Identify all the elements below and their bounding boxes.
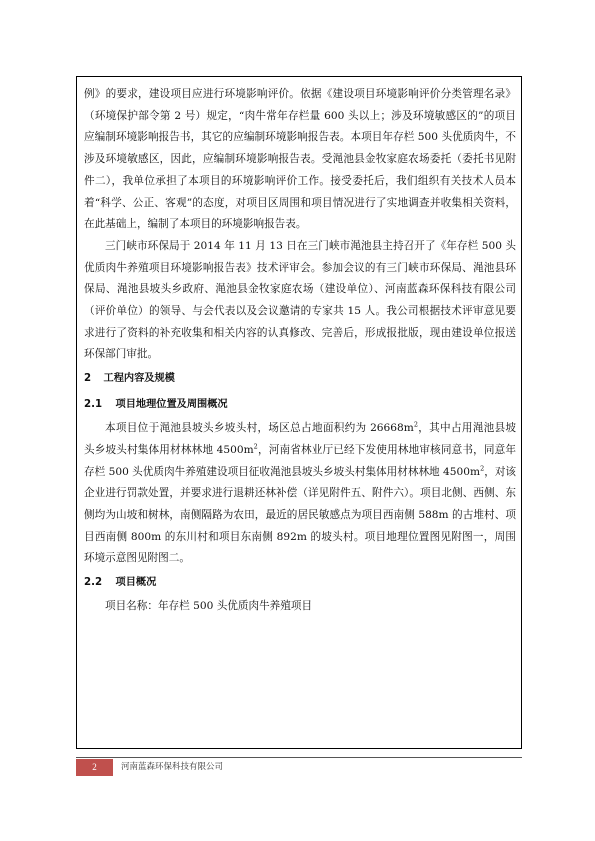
superscript: 2 bbox=[480, 464, 485, 473]
text-span: ，其中占用渑池县坡头乡坡头村集体用材林林地 4500m bbox=[84, 422, 516, 456]
superscript: 2 bbox=[413, 420, 418, 429]
superscript: 2 bbox=[253, 442, 258, 451]
section-number: 2.1 bbox=[84, 399, 103, 411]
text-span: ，河南省林业厅已经下发使用林地审核同意书，同意年存栏 500 头优质肉牛养殖建设项目征收渑池县坡头乡坡头村集体用材林林地 4500m bbox=[84, 443, 517, 478]
text-span: 本项目位于渑池县坡头乡坡头村，场区总占地面积约为 26668m bbox=[105, 422, 414, 435]
section-number: 2.2 bbox=[84, 577, 103, 589]
section-number: 2 bbox=[84, 373, 92, 385]
document-body bbox=[84, 84, 516, 618]
section-title: 项目概况 bbox=[115, 577, 157, 589]
section-title: 项目地理位置及周围概况 bbox=[115, 399, 228, 411]
text-span: ，对该企业进行罚款处置，并要求进行退耕还林补偿（详见附件五、附件六）。项目北侧、西侧、东侧均为山坡和树林，南侧隔路为农田，最近的居民敏感点为项目西南侧 588m 的古堆村、项目西南侧 800m 的东川村和项目东南侧 892m 的坡头村。项目地理位置图见附图一，周围环境示意图见附图二。 bbox=[84, 465, 517, 565]
footer-divider bbox=[76, 757, 522, 758]
paragraph-review-meeting: 三门峡市环保局于 2014 年 11 月 13 日在三门峡市渑池县主持召开了《年存栏 500 头优质肉牛养殖项目环境影响报告表》技术评审会。参加会议的有三门峡市环保局、渑池县环保局、渑池县坡头乡政府、渑池县金牧家庭农场（建设单位）、河南蓝森环保科技有限公司（评价单位）的领导、与会代表以及会议邀请的专家共 15 人。我公司根据技术评审意见要求进行了资料的补充收集和相关内容的认真修改、完善后，形成报批版，现由建设单位报送环保部门审批。 bbox=[84, 239, 516, 361]
paragraph-location bbox=[84, 418, 516, 570]
section-title: 工程内容及规模 bbox=[103, 373, 175, 385]
section-heading-2 bbox=[84, 366, 516, 392]
section-heading-2-2 bbox=[84, 570, 516, 596]
footer-company-name: 河南蓝森环保科技有限公司 bbox=[121, 762, 224, 772]
page-number-badge: 2 bbox=[76, 759, 113, 776]
paragraph-project-name: 项目名称：年存栏 500 头优质肉牛养殖项目 bbox=[105, 600, 313, 613]
paragraph-intro-continued: 例》的要求，建设项目应进行环境影响评价。依据《建设项目环境影响评价分类管理名录》（环境保护部令第 2 号）规定，“肉牛常年存栏量 600 头以上；涉及环境敏感区的”的项目应编制环境影响报告书，其它的应编制环境影响报告表。本项目年存栏 500 头优质肉牛，不涉及环境敏感区，因此，应编制环境影响报告表。受渑池县金牧家庭农场委托（委托书见附件二），我单位承担了本项目的环境影响评价工作。接受委托后，我们组织有关技术人员本着“科学、公正、客观”的态度，对项目区周围和项目情况进行了实地调查并收集相关资料，在此基础上，编制了本项目的环境影响报告表。 bbox=[84, 88, 516, 231]
section-heading-2-1 bbox=[84, 392, 516, 418]
